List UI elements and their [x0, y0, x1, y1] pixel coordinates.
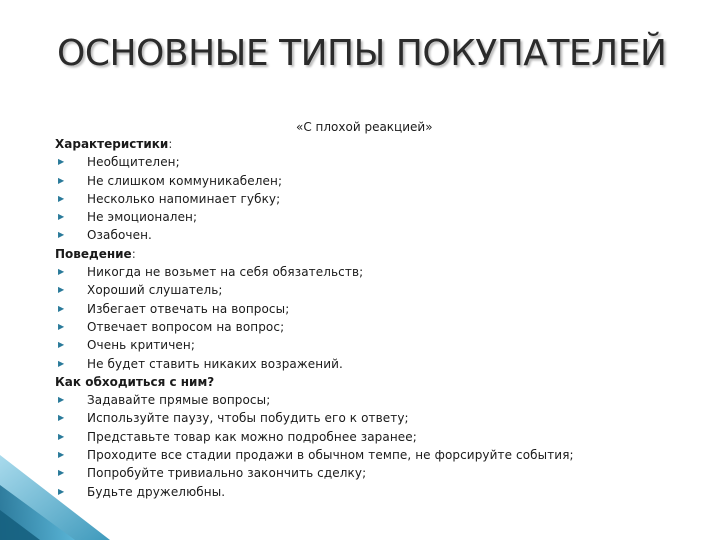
- bullet-arrow-icon: ▶: [58, 468, 65, 478]
- bullet-arrow-icon: ▶: [58, 340, 65, 350]
- bullet-arrow-icon: ▶: [58, 413, 65, 423]
- bullet-arrow-icon: ▶: [58, 321, 65, 331]
- bullet-arrow-icon: ▶: [58, 230, 65, 240]
- section-heading-behavior: Поведение:: [55, 246, 136, 261]
- list-item: ▶ Задавайте прямые вопросы;: [55, 391, 715, 409]
- list-item: ▶ Отвечает вопросом на вопрос;: [55, 318, 715, 336]
- list-item: ▶ Хороший слушатель;: [55, 281, 715, 299]
- section-heading-how-to-handle: Как обходиться с ним?: [55, 374, 215, 389]
- list-item: ▶ Никогда не возьмет на себя обязательств;: [55, 263, 715, 281]
- list-item: ▶ Необщителен;: [55, 153, 715, 171]
- list-item: ▶ Представьте товар как можно подробнее заранее;: [55, 428, 715, 446]
- list-item: ▶ Используйте паузу, чтобы побудить его к ответу;: [55, 409, 715, 427]
- list-item: ▶ Попробуйте тривиально закончить сделку;: [55, 464, 715, 482]
- list-item: ▶ Очень критичен;: [55, 336, 715, 354]
- section-heading-characteristics: Характеристики:: [55, 137, 173, 151]
- bullet-arrow-icon: ▶: [58, 157, 65, 167]
- bullet-arrow-icon: ▶: [58, 486, 65, 496]
- list-item: ▶ Проходите все стадии продажи в обычном темпе, не форсируйте события;: [55, 446, 715, 464]
- bullet-arrow-icon: ▶: [58, 395, 65, 405]
- subtitle: «С плохой реакцией»: [296, 120, 433, 134]
- list-item: ▶ Будьте дружелюбны.: [55, 483, 715, 501]
- list-item: ▶ Озабочен.: [55, 226, 715, 244]
- bullet-arrow-icon: ▶: [58, 450, 65, 460]
- page-title: ОСНОВНЫЕ ТИПЫ ПОКУПАТЕЛЕЙ: [57, 33, 667, 74]
- bullet-arrow-icon: ▶: [58, 358, 65, 368]
- bullet-arrow-icon: ▶: [58, 175, 65, 185]
- bullet-arrow-icon: ▶: [58, 193, 65, 203]
- content-body: [55, 135, 715, 501]
- bullet-arrow-icon: ▶: [58, 285, 65, 295]
- list-item: ▶ Не эмоционален;: [55, 208, 715, 226]
- list-item: ▶ Избегает отвечать на вопросы;: [55, 300, 715, 318]
- bullet-arrow-icon: ▶: [58, 431, 65, 441]
- bullet-arrow-icon: ▶: [58, 303, 65, 313]
- bullet-arrow-icon: ▶: [58, 212, 65, 222]
- list-item: ▶ Не слишком коммуникабелен;: [55, 172, 715, 190]
- bullet-arrow-icon: ▶: [58, 267, 65, 277]
- list-item: ▶ Несколько напоминает губку;: [55, 190, 715, 208]
- list-item: ▶ Не будет ставить никаких возражений.: [55, 355, 715, 373]
